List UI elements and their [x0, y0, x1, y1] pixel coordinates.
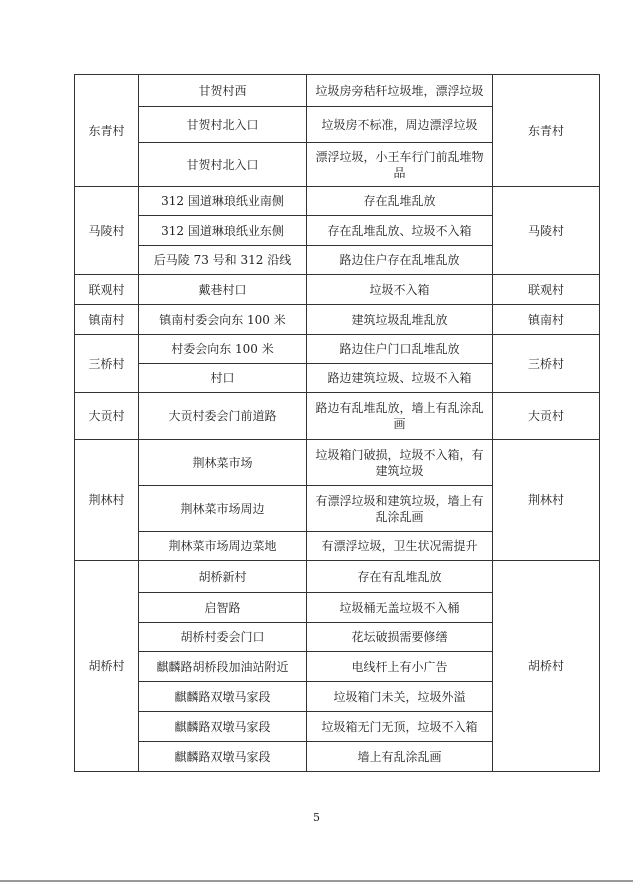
- responsible-cell: 大贡村: [493, 393, 600, 440]
- issue-cell: 存在乱堆乱放、垃圾不入箱: [307, 216, 493, 246]
- village-cell: 东青村: [75, 75, 139, 187]
- issue-cell: 存在有乱堆乱放: [307, 561, 493, 593]
- inspection-table: [74, 74, 600, 772]
- location-cell: 村口: [139, 364, 307, 393]
- location-cell: 312 国道琳琅纸业东侧: [139, 216, 307, 246]
- responsible-cell: 联观村: [493, 275, 600, 305]
- village-cell: 三桥村: [75, 335, 139, 393]
- table-row: [75, 75, 600, 107]
- location-cell: 麒麟路双墩马家段: [139, 742, 307, 772]
- location-cell: 大贡村委会门前道路: [139, 393, 307, 440]
- inspection-table-body: [75, 75, 600, 772]
- village-cell: 联观村: [75, 275, 139, 305]
- issue-cell: 电线杆上有小广告: [307, 652, 493, 682]
- location-cell: 启智路: [139, 593, 307, 623]
- table-row: [75, 561, 600, 593]
- issue-cell: 路边有乱堆乱放，墙上有乱涂乱画: [307, 393, 493, 440]
- village-cell: 大贡村: [75, 393, 139, 440]
- village-cell: 马陵村: [75, 187, 139, 275]
- location-cell: 甘贺村北入口: [139, 107, 307, 143]
- issue-cell: 垃圾房旁秸秆垃圾堆，漂浮垃圾: [307, 75, 493, 107]
- table-row: [75, 275, 600, 305]
- table-row: [75, 305, 600, 335]
- location-cell: 312 国道琳琅纸业南侧: [139, 187, 307, 216]
- issue-cell: 建筑垃圾乱堆乱放: [307, 305, 493, 335]
- issue-cell: 路边住户存在乱堆乱放: [307, 246, 493, 275]
- page-number: 5: [313, 811, 320, 824]
- responsible-cell: 镇南村: [493, 305, 600, 335]
- issue-cell: 有漂浮垃圾，卫生状况需提升: [307, 532, 493, 561]
- village-cell: 镇南村: [75, 305, 139, 335]
- issue-cell: 垃圾箱门破损，垃圾不入箱，有建筑垃圾: [307, 440, 493, 486]
- issue-cell: 垃圾箱门未关，垃圾外溢: [307, 682, 493, 712]
- issue-cell: 路边建筑垃圾、垃圾不入箱: [307, 364, 493, 393]
- issue-cell: 垃圾房不标准，周边漂浮垃圾: [307, 107, 493, 143]
- village-cell: 胡桥村: [75, 561, 139, 772]
- table-row: [75, 393, 600, 440]
- location-cell: 荆林菜市场周边菜地: [139, 532, 307, 561]
- location-cell: 甘贺村北入口: [139, 143, 307, 187]
- location-cell: 荆林菜市场: [139, 440, 307, 486]
- village-cell: 荆林村: [75, 440, 139, 561]
- location-cell: 麒麟路双墩马家段: [139, 682, 307, 712]
- location-cell: 甘贺村西: [139, 75, 307, 107]
- issue-cell: 漂浮垃圾，小王车行门前乱堆物品: [307, 143, 493, 187]
- location-cell: 胡桥新村: [139, 561, 307, 593]
- issue-cell: 垃圾箱无门无顶，垃圾不入箱: [307, 712, 493, 742]
- issue-cell: 存在乱堆乱放: [307, 187, 493, 216]
- location-cell: 镇南村委会向东 100 米: [139, 305, 307, 335]
- location-cell: 麒麟路双墩马家段: [139, 712, 307, 742]
- table-row: [75, 187, 600, 216]
- issue-cell: 有漂浮垃圾和建筑垃圾，墙上有乱涂乱画: [307, 486, 493, 532]
- location-cell: 荆林菜市场周边: [139, 486, 307, 532]
- location-cell: 麒麟路胡桥段加油站附近: [139, 652, 307, 682]
- issue-cell: 花坛破损需要修缮: [307, 623, 493, 652]
- responsible-cell: 东青村: [493, 75, 600, 187]
- location-cell: 村委会向东 100 米: [139, 335, 307, 364]
- issue-cell: 垃圾不入箱: [307, 275, 493, 305]
- page-bottom-divider: [0, 880, 633, 882]
- responsible-cell: 荆林村: [493, 440, 600, 561]
- issue-cell: 垃圾桶无盖垃圾不入桶: [307, 593, 493, 623]
- issue-cell: 路边住户门口乱堆乱放: [307, 335, 493, 364]
- issue-cell: 墙上有乱涂乱画: [307, 742, 493, 772]
- location-cell: 戴巷村口: [139, 275, 307, 305]
- location-cell: 后马陵 73 号和 312 沿线: [139, 246, 307, 275]
- table-row: [75, 440, 600, 486]
- location-cell: 胡桥村委会门口: [139, 623, 307, 652]
- responsible-cell: 三桥村: [493, 335, 600, 393]
- responsible-cell: 马陵村: [493, 187, 600, 275]
- responsible-cell: 胡桥村: [493, 561, 600, 772]
- table-row: [75, 335, 600, 364]
